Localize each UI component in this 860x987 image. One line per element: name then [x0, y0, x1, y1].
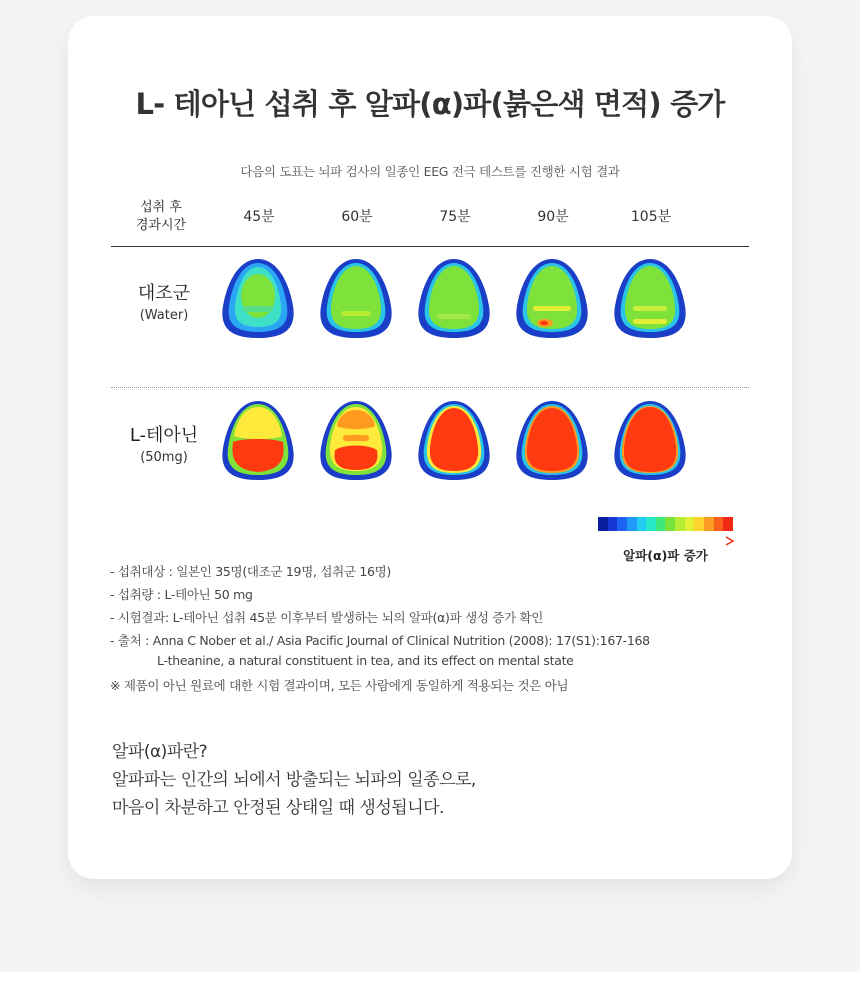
- elapsed-time-line2: 경과시간: [135, 218, 187, 233]
- scale-arrow-icon: [598, 536, 736, 546]
- column-90min: 90분: [537, 209, 569, 225]
- source-line1: - 출처 : Anna C Nober et al./ Asia Pacific Journal of Clinical Nutrition (2008): 17(S1):167-168: [110, 633, 650, 648]
- scale-swatch: [608, 517, 618, 531]
- column-60min: 60분: [341, 209, 373, 225]
- column-45min: 45분: [243, 209, 275, 225]
- info-line2: 마음이 차분하고 안정된 상태일 때 생성됩니다.: [112, 798, 444, 818]
- theanine-label: L-테아닌: [129, 425, 199, 446]
- alpha-wave-info: [112, 738, 752, 822]
- scale-label: 알파(α)파 증가: [623, 548, 708, 563]
- note-dosage: - 섭취량 : L-테아닌 50 mg: [110, 587, 253, 602]
- elapsed-time-header: [116, 199, 206, 235]
- control-heatmap-75: [415, 256, 493, 342]
- control-heatmap-60: [317, 256, 395, 342]
- theanine-heatmap-45: [219, 398, 297, 484]
- column-75min: 75분: [439, 209, 471, 225]
- note-result: - 시험결과: L-테아닌 섭취 45분 이후부터 발생하는 뇌의 알파(α)파 생성 증가 확인: [110, 610, 544, 625]
- scale-swatch: [656, 517, 666, 531]
- row-label-control: [114, 282, 214, 326]
- scale-swatch: [694, 517, 704, 531]
- scale-swatch: [723, 517, 733, 531]
- info-question: 알파(α)파란?: [112, 742, 208, 762]
- scale-swatch: [617, 517, 627, 531]
- page-title: L- 테아닌 섭취 후 알파(α)파(붉은색 면적) 증가: [135, 87, 725, 121]
- info-line1: 알파파는 인간의 뇌에서 방출되는 뇌파의 일종으로,: [112, 770, 476, 790]
- control-sublabel: (Water): [139, 308, 189, 323]
- row-divider: [111, 387, 749, 388]
- header-divider: [111, 246, 749, 247]
- scale-swatch: [627, 517, 637, 531]
- scale-swatch: [675, 517, 685, 531]
- note-disclaimer: ※ 제품이 아닌 원료에 대한 시험 결과이며, 모든 사람에게 동일하게 적용되는 것은 아님: [110, 678, 569, 693]
- study-notes: [110, 560, 750, 697]
- alpha-color-scale: [598, 517, 733, 531]
- note-source: [110, 629, 750, 670]
- row-label-theanine: [114, 424, 214, 468]
- theanine-heatmap-90: [513, 398, 591, 484]
- control-heatmap-90: [513, 256, 591, 342]
- control-heatmap-45: [219, 256, 297, 342]
- scale-swatch: [598, 517, 608, 531]
- control-heatmap-105: [611, 256, 689, 342]
- theanine-heatmap-60: [317, 398, 395, 484]
- content-card: [68, 16, 792, 879]
- scale-swatch: [704, 517, 714, 531]
- scale-swatch: [637, 517, 647, 531]
- theanine-heatmap-105: [611, 398, 689, 484]
- scale-swatch: [665, 517, 675, 531]
- scale-swatch: [714, 517, 724, 531]
- bottom-band: [0, 972, 860, 987]
- scale-swatch: [685, 517, 695, 531]
- page-subtitle: 다음의 도표는 뇌파 검사의 일종인 EEG 전극 테스트를 진행한 시험 결과: [240, 164, 620, 179]
- column-105min: 105분: [630, 209, 672, 225]
- theanine-heatmap-75: [415, 398, 493, 484]
- note-subjects: - 섭취대상 : 일본인 35명(대조군 19명, 섭취군 16명): [110, 564, 391, 579]
- theanine-sublabel: (50mg): [140, 450, 188, 465]
- control-label: 대조군: [137, 283, 191, 304]
- scale-swatch: [646, 517, 656, 531]
- elapsed-time-line1: 섭취 후: [140, 200, 182, 215]
- source-line2: L-theanine, a natural constituent in tea, and its effect on mental state: [157, 653, 574, 668]
